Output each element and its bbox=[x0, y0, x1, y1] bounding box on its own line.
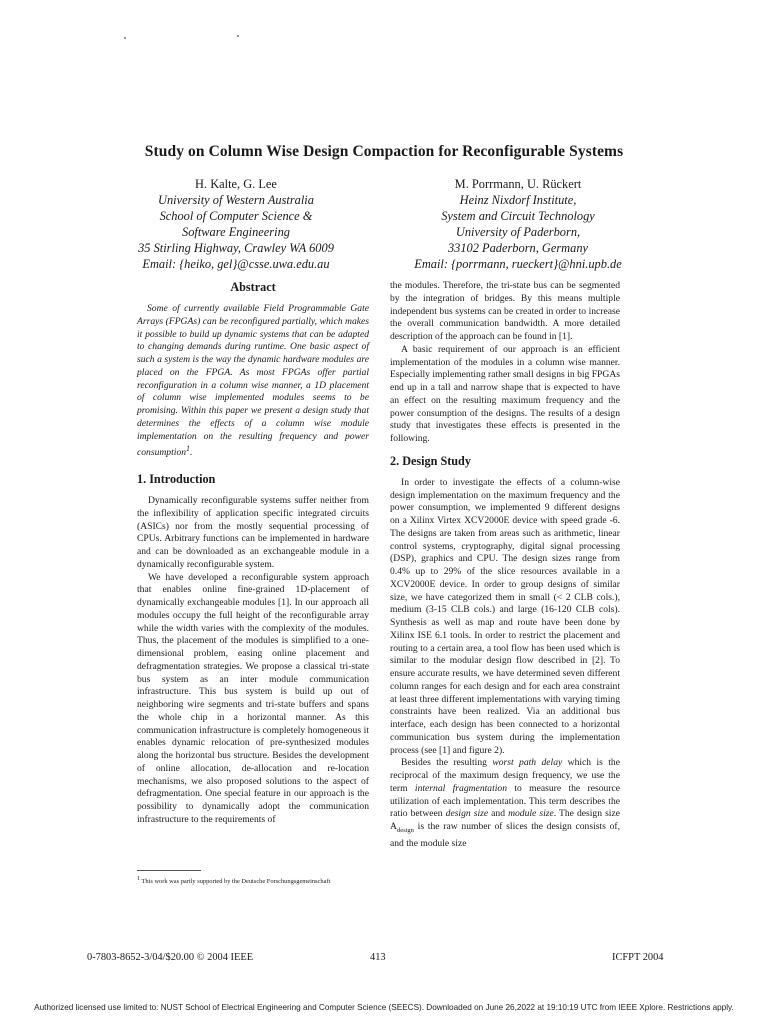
term-worst-path-delay: worst path delay bbox=[492, 757, 563, 769]
footnote bbox=[137, 875, 369, 886]
page-number: 413 bbox=[370, 952, 386, 963]
abstract-body: Some of currently available Field Programmable Gate Arrays (FPGAs) can be reconfigured partially, which makes it possible to build up dynamic systems that can be adapted to changing demands during runtime. One basic aspect of such a system is the way the dynamic hardware modules are placed on the FPGA. As most FPGAs offer partial reconfiguration in a column wise manner, a 1D placement of column wise implemented modules seems to be promising. Within this paper we present a design study that determines the effects of a column wise module implementation on the resulting frequency and power consumption bbox=[137, 303, 369, 459]
requirement-paragraph: A basic requirement of our approach is an efficient implementation of the modules in a column wise manner. Especially implementing rather small designs in big FPGAs end up in a tall and narrow shape that is expected to have an effect on the resulting maximum frequency and the power consumption of the designs. The results of a design study that investigates these effects is presented in the following. bbox=[390, 343, 620, 444]
authorization-notice: Authorized licensed use limited to: NUST School of Electrical Engineering and Computer Science (SEECS). Downloaded on June 26,2022 at 19:10:19 UTC from IEEE Xplore. Restrictions apply. bbox=[34, 1003, 734, 1012]
left-column bbox=[137, 280, 369, 827]
author-block-left bbox=[112, 176, 360, 272]
affiliation-address: 35 Stirling Highway, Crawley WA 6009 bbox=[138, 241, 334, 255]
author-email-left: Email: {heiko, gel}@csse.uwa.edu.au bbox=[142, 257, 330, 271]
intro-paragraph: Dynamically reconfigurable systems suffer neither from the inflexibility of application specific integrated circuits (ASICs) nor from the mostly sequential processing of CPUs. Arbitrary functions can be implemented in hardware and can be downloaded as an exchangeable module in a dynamically reconfigurable system. bbox=[137, 495, 369, 570]
footnote-rule bbox=[137, 870, 201, 871]
text-run: . The design size A bbox=[390, 808, 620, 832]
text-run: Besides the resulting bbox=[401, 757, 493, 769]
term-design-size: design size bbox=[445, 808, 489, 820]
author-names-left: H. Kalte, G. Lee bbox=[195, 177, 277, 191]
footnote-number: 1 bbox=[137, 876, 140, 882]
conference-name: ICFPT 2004 bbox=[612, 952, 664, 963]
affiliation-line: University of Paderborn, bbox=[455, 225, 581, 239]
author-names-right: M. Porrmann, U. Rückert bbox=[454, 177, 582, 191]
section-heading-design-study: 2. Design Study bbox=[390, 453, 471, 468]
abstract-heading: Abstract bbox=[230, 280, 276, 294]
scan-speck bbox=[237, 35, 239, 37]
term-internal-fragmentation: internal fragmentation bbox=[414, 782, 508, 794]
term-module-size: module size bbox=[508, 808, 554, 820]
text-run: is the raw number of slices the design consists of, and the module size bbox=[390, 821, 620, 849]
affiliation-line: System and Circuit Technology bbox=[441, 209, 595, 223]
footnote-mark: 1 bbox=[186, 444, 191, 454]
continued-paragraph: the modules. Therefore, the tri-state bus can be segmented by the integration of bridges. By this means multiple independent bus systems can be created in order to increase the overall communication bandwidth. A more detailed description of the approach can be found in [1]. bbox=[390, 280, 620, 342]
right-column bbox=[390, 280, 620, 850]
author-email-right: Email: {porrmann, rueckert}@hni.upb.de bbox=[414, 257, 622, 271]
author-block-right bbox=[392, 176, 644, 272]
affiliation-address: 33102 Paderborn, Germany bbox=[447, 241, 589, 255]
affiliation-line: Software Engineering bbox=[182, 225, 290, 239]
footer-copyright: 0-7803-8652-3/04/$20.00 © 2004 IEEE bbox=[87, 952, 254, 963]
subscript-design: design bbox=[396, 826, 414, 834]
abstract-end: . bbox=[190, 447, 193, 459]
text-run: to measure the resource utilization of each implementation. This term describes the ratio between bbox=[390, 782, 621, 820]
abstract-text bbox=[137, 303, 369, 460]
paper-title: Study on Column Wise Design Compaction for Reconfigurable Systems bbox=[144, 143, 624, 160]
footnote-text: This work was partly supported by the Deutsche Forschungsgemeinschaft bbox=[140, 878, 331, 886]
scan-speck bbox=[124, 37, 126, 39]
design-study-paragraph-2 bbox=[390, 757, 620, 850]
intro-paragraph: We have developed a reconfigurable system approach that enables online fine-grained 1D-placement of dynamically exchangeable modules [1]. In our approach all modules occupy the full height of the reconfigurable array while the width varies with the complexity of the modules. Thus, the placement of the modules is simplified to a one-dimensional problem, easing online placement and defragmentation strategies. We propose a classical tri-state bus system as an inter module communication infrastructure. This bus system is build up out of neighboring wire segments and tri-state buffers and spans the whole chip in a horizontal manner. As this communication infrastructure is completely homogeneous it enables dynamic relocation of pre-synthesized modules along the horizontal bus structure. Besides the development of online allocation, de-allocation and re-location mechanisms, we also proposed solutions to the aspect of defragmentation. One special feature in our approach is the possibility to dynamically adopt the communication infrastructure to the requirements of bbox=[137, 571, 369, 825]
design-study-paragraph: In order to investigate the effects of a column-wise design implementation on the maximum frequency and the power consumption, we implemented 9 different designs on a Xilinx Virtex XCV2000E device with speed grade -6. The designs are taken from areas such as arithmetic, linear control systems, cryptography, digital signal processing (DSP), graphics and CPU. The design sizes range from 0.4% up to 29% of the slice resources available in a XCV2000E device. In order to group designs of similar size, we have categorized them in small (< 2 CLB cols.), medium (3-15 CLB cols.) and large (16-120 CLB cols). Synthesis as well as map and route have been done by Xilinx ISE 6.1 tools. In order to restrict the placement and routing to a certain area, a tool flow has been used which is similar to the modular design flow described in [2]. To ensure accurate results, we have determined seven different column ranges for each design and for each area constraint at least three different implementations with varying timing constraints have been realized. Via an additional bus interface, each design has been connected to a horizontal communication bus system during the implementation process (see [1] and figure 2). bbox=[390, 476, 620, 756]
text-run: which is the reciprocal of the maximum design frequency, we use the term bbox=[390, 757, 620, 794]
affiliation-line: School of Computer Science & bbox=[159, 209, 313, 223]
affiliation-line: University of Western Australia bbox=[158, 193, 314, 207]
section-heading-introduction: 1. Introduction bbox=[137, 472, 216, 487]
text-run: and bbox=[488, 808, 509, 820]
affiliation-line: Heinz Nixdorf Institute, bbox=[459, 193, 577, 207]
